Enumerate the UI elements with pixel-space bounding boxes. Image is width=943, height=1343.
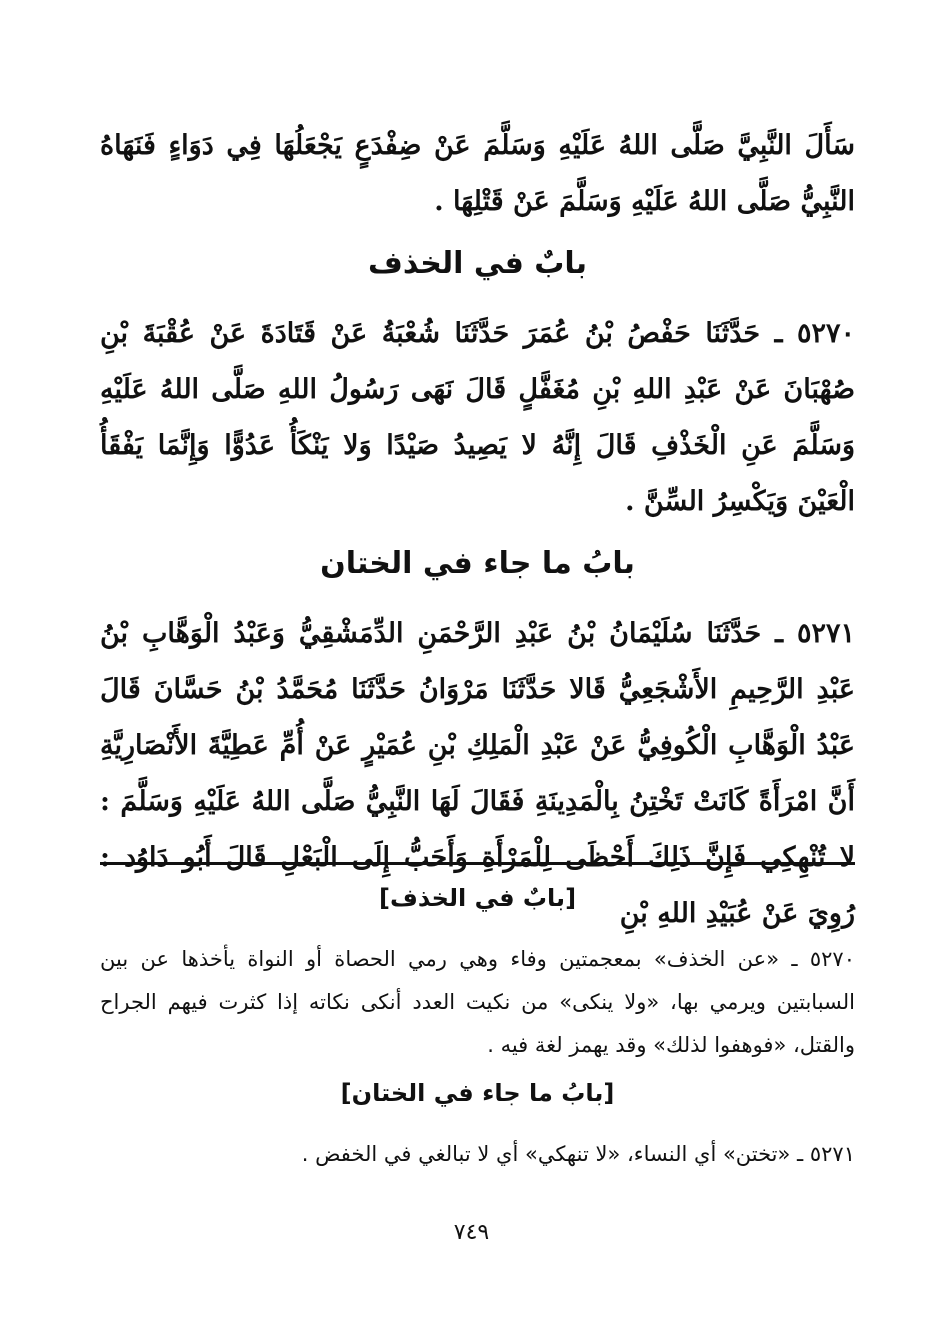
footnote-divider	[100, 862, 855, 865]
main-text	[100, 118, 855, 942]
note-heading-khitan: [بابُ ما جاء في الختان]	[340, 1079, 615, 1107]
hadith-5271: ٥٢٧١ ـ حَدَّثَنَا سُلَيْمَانُ بْنُ عَبْدِ الرَّحْمَنِ الدِّمَشْقِيُّ وَعَبْدُ الْوَهَّابِ بْنُ عَبْدِ الرَّحِيمِ الأَشْجَعِيُّ قَالا حَدَّثَنَا مَرْوَانُ حَدَّثَنَا مُحَمَّدُ بْنُ حَسَّانَ قَالَ عَبْدُ الْوَهَّابِ الْكُوفِيُّ عَنْ عَبْدِ الْمَلِكِ بْنِ عُمَيْرٍ عَنْ أُمِّ عَطِيَّةَ الأَنْصَارِيَّةِ أَنَّ امْرَأَةً كَانَتْ تَخْتِنُ بِالْمَدِينَةِ فَقَالَ لَهَا النَّبِيُّ صَلَّى اللهُ عَلَيْهِ وَسَلَّمَ : لا تُنْهِكِي فَإِنَّ ذَلِكَ أَحْظَى لِلْمَرْأَةِ وَأَحَبُّ إِلَى الْبَعْلِ قَالَ أَبُو دَاوُد : رُوِيَ عَنْ عُبَيْدِ اللهِ بْنِ	[100, 618, 855, 929]
note-5271: ٥٢٧١ ـ «تختن» أي النساء، «لا تنهكي» أي لا تبالغي في الخفض .	[301, 1142, 855, 1166]
footnotes	[100, 872, 855, 1176]
hadith-5270: ٥٢٧٠ ـ حَدَّثَنَا حَفْصُ بْنُ عُمَرَ حَدَّثَنَا شُعْبَةُ عَنْ قَتَادَةَ عَنْ عُقْبَةَ بْنِ صُهْبَانَ عَنْ عَبْدِ اللهِ بْنِ مُغَفَّلٍ قَالَ نَهَى رَسُولُ اللهِ صَلَّى اللهُ عَلَيْهِ وَسَلَّمَ عَنِ الْخَذْفِ قَالَ إِنَّهُ لا يَصِيدُ صَيْدًا وَلا يَنْكَأُ عَدُوًّا وَإِنَّمَا يَفْقَأُ الْعَيْنَ وَيَكْسِرُ السِّنَّ .	[100, 318, 855, 517]
page-number: ٧٤٩	[453, 1220, 490, 1245]
chapter-heading-khitan: بابُ ما جاء في الختان	[320, 546, 635, 581]
note-heading-khadhf: [بابٌ في الخذف]	[378, 884, 577, 912]
opening-paragraph: سَأَلَ النَّبِيَّ صَلَّى اللهُ عَلَيْهِ وَسَلَّمَ عَنْ ضِفْدَعٍ يَجْعَلُهَا فِي دَوَاءٍ فَنَهَاهُ النَّبِيُّ صَلَّى اللهُ عَلَيْهِ وَسَلَّمَ عَنْ قَتْلِهَا .	[100, 130, 855, 217]
note-5270: ٥٢٧٠ ـ «عن الخذف» بمعجمتين وفاء وهي رمي الحصاة أو النواة يأخذها عن بين السبابتين ويرمي بها، «ولا ينكى» من نكيت العدد أنكى نكاته إذا كثرت فيهم الجراح والقتل، «فوهفوا لذلك» وقد يهمز لغة فيه .	[100, 947, 855, 1057]
chapter-heading-khadhf: بابٌ في الخذف	[368, 246, 587, 281]
